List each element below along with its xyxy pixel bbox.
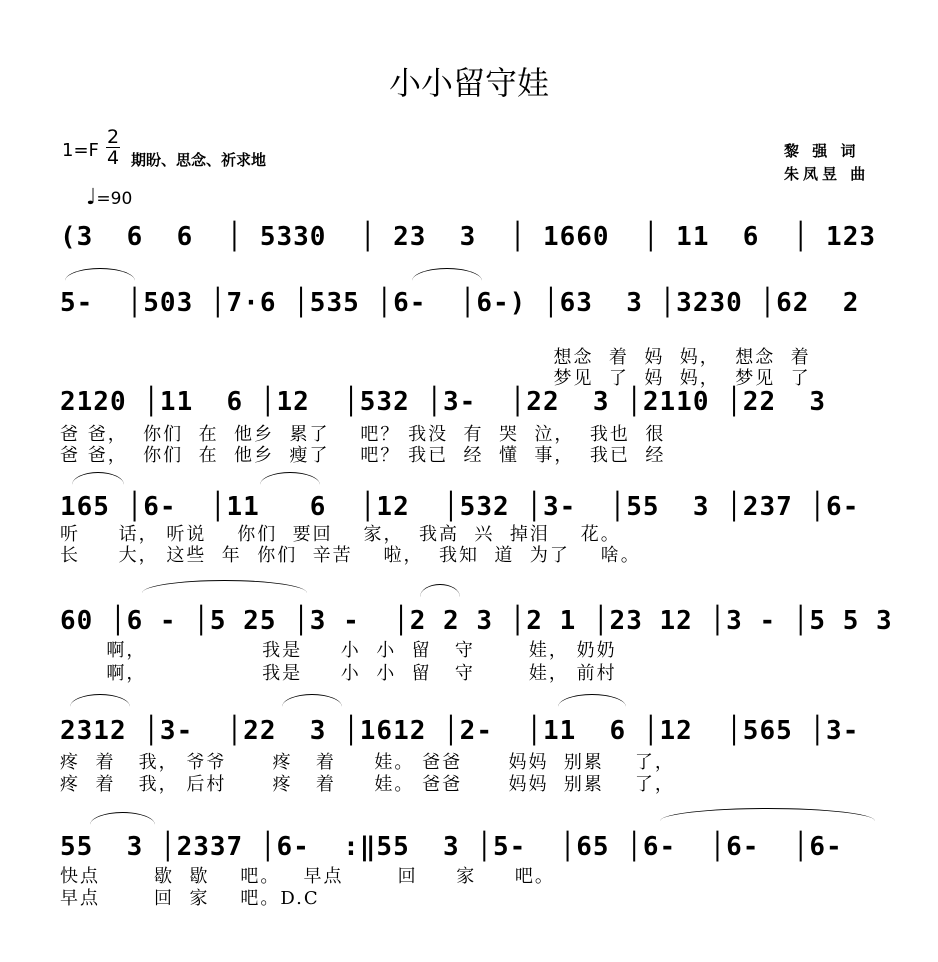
lyrics-row-5b: 啊， 我是 小 小 留 守 娃， 前村 [60, 663, 617, 684]
tempo-value: =90 [96, 189, 133, 209]
lyrics-row-3b: 爸 爸， 你们 在 他乡 瘦了 吧？ 我已 经 懂 事， 我已 经 [60, 445, 666, 466]
expression-mark: 期盼、思念、祈求地 [131, 151, 267, 169]
lyrics-row-6b: 疼 着 我， 后村 疼 着 娃。 爸爸 妈妈 别累 了， [60, 774, 675, 795]
lyrics-row-7b: 早点 回 家 吧。D.C [60, 888, 320, 909]
staff-row-5 [60, 584, 893, 638]
quarter-note-icon: ♩ [86, 185, 97, 210]
notation-line: 2120 │11 6 │12 │532 │3- │22 3 │2110 │22 3 [60, 387, 827, 417]
staff-row-6 [60, 694, 882, 748]
notation-line: 2312 │3- │22 3 │1612 │2- │11 6 │12 │565 │3- [60, 716, 860, 746]
time-sig-top: 2 [106, 126, 120, 148]
composer-credit: 朱凤昱 曲 [784, 165, 870, 183]
lyrics-row-7a: 快点 歇 歇 吧。 早点 回 家 吧。 [60, 866, 555, 887]
notation-line: 60 │6 - │5 25 │3 - │2 2 3 │2 1 │23 12 │3 - │5 5 3 [60, 606, 893, 636]
notation-line: 5- │503 │7·6 │535 │6- │6-) │63 3 │3230 │62 2 [60, 288, 860, 318]
staff-row-1 [60, 200, 882, 254]
staff-row-2 [60, 266, 882, 320]
lyrics-row-4b: 长 大， 这些 年 你们 辛苦 啦， 我知 道 为了 啥。 [60, 545, 641, 566]
staff-row-3 [60, 365, 882, 419]
lyric-text: 梦见 了 妈 妈， 梦见 了 [553, 368, 811, 389]
lyrics-row-6a: 疼 着 我， 爷爷 疼 着 娃。 爸爸 妈妈 别累 了， [60, 752, 675, 773]
lyricist-credit: 黎 强 词 [784, 142, 860, 160]
key-signature: 1=F [62, 140, 99, 161]
lyrics-row-3a: 爸 爸， 你们 在 他乡 累了 吧？ 我没 有 哭 泣， 我也 很 [60, 424, 666, 445]
lyrics-row-5a: 啊， 我是 小 小 留 守 娃， 奶奶 [60, 640, 617, 661]
song-title: 小小留守娃 [388, 64, 549, 102]
lyrics-row-4a: 听 话， 听说 你们 要回 家， 我高 兴 掉泪 花。 [60, 524, 621, 545]
staff-row-4 [60, 470, 882, 524]
time-signature [106, 128, 120, 168]
notation-line: 165 │6- │11 6 │12 │532 │3- │55 3 │237 │6- [60, 492, 860, 522]
notation-line: (3 6 6 │ 5330 │ 23 3 │ 1660 │ 11 6 │ 123 [60, 222, 877, 252]
time-sig-bottom: 4 [106, 147, 120, 169]
notation-line: 55 3 │2337 │6- :‖55 3 │5- │65 │6- │6- │6- [60, 832, 843, 862]
lyric-text: 想念 着 妈 妈， 想念 着 [553, 347, 811, 368]
staff-row-7 [60, 810, 882, 864]
